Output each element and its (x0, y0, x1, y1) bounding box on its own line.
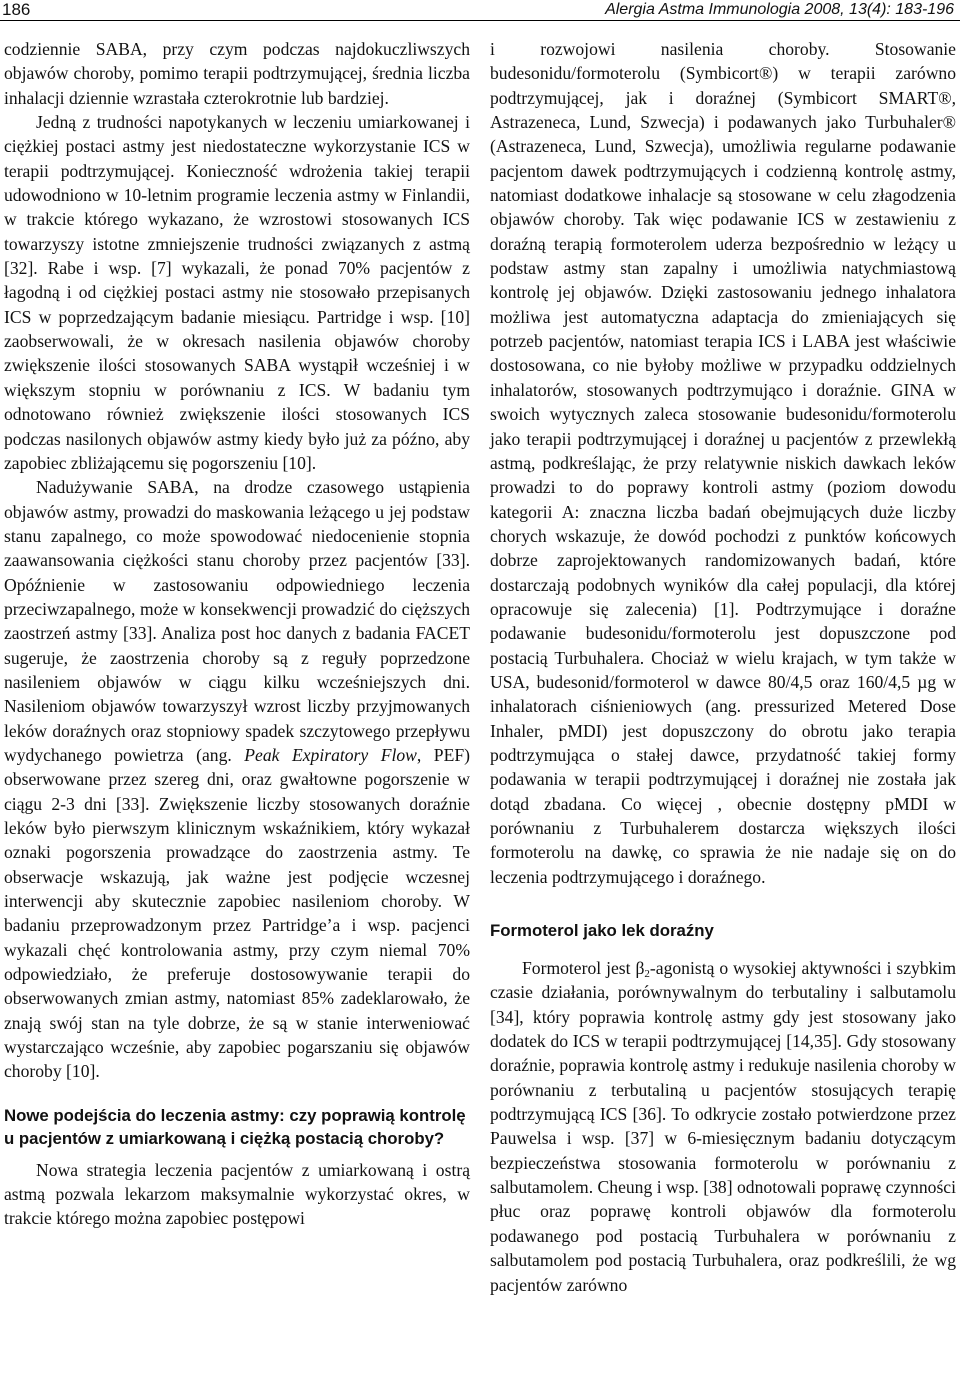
header-rule (0, 20, 960, 21)
paragraph: i rozwojowi nasilenia choroby. Stosowanie budesonidu/formoterolu (Symbicort®) w terapii zarówno podtrzymującej, jak i doraźnej (Symbicort SMART®, Astrazeneca, Lund, Szwecja) i podawanych jako Turbuhaler® (Astrazeneca, Lund, Szwecja), umożliwia regularne podawanie pacjentom dawek podtrzymujących i codzienną kontrolę astmy, natomiast dodatkowe inhalacje są stosowane w celu złagodzenia objawów choroby. Tak więc podawanie ICS w zestawieniu z doraźną terapią formoterolem uderza bezpośrednio w leżący u podstaw astmy stan zapalny i umożliwia natychmiastową kontrolę jej objawów. Dzięki zastosowaniu jednego inhalatora możliwa jest automatyczna adaptacja do zmieniających się potrzeb pacjentów, natomiast terapia ICS i LABA jest właściwie dostosowana, co nie byłoby możliwe w przypadku oddzielnych inhalatorów, stosowanych podtrzymująco i doraźnie. GINA w swoich wytycznych zaleca stosowanie budesonidu/formoterolu jako terapii podtrzymującej i doraźnej u pacjentów z przewlekłą astmą, podkreślając, że przy relatywnie niskich dawkach leków prowadzi to do poprawy kontroli astmy (poziom dowodu kategorii A: znaczna liczba badań obejmujących duże liczby chorych wskazuje, że dowód pochodzi z punktów końcowych dobrze zaprojektowanych randomizowanych badań, które dostarczają podobnych wyników dla całej populacji, dla której opracowuje się zalecenia) [1]. Podtrzymujące i doraźne podawanie budesonidu/formoterolu jest dopuszczone pod postacią Turbuhalera. Chociaż w wielu krajach, w tym także w USA, budesonid/formoterol w dawce 80/4,5 oraz 160/4,5 µg w inhalatorach ciśnieniowych (ang. pressurized Metered Dose Inhaler, pMDI) jest dopuszczony do obrotu jako terapia podtrzymująca o stałej dawce, przydatność takiej formy podawania w terapii podtrzymującej i doraźnej nie została jak dotąd zbadana. Co więcej , obecnie dostępny pMDI w porównaniu z Turbuhalerem dostarcza większych ilości formoterolu na dawkę, co sprawia że nie nadaje się on do leczenia podtrzymującego i doraźnego. (490, 39, 956, 887)
paragraph (4, 475, 470, 1084)
italic-term: Peak Expiratory Flow (244, 744, 417, 765)
paragraph: codziennie SABA, przy czym podczas najdokuczliwszych objawów choroby, pomimo terapii podtrzymującej, średnia liczba inhalacji dziennie wzrastała czterokrotnie lub bardziej. (4, 39, 470, 108)
page-number: 186 (2, 0, 31, 19)
section-heading: Formoterol jako lek doraźny (490, 921, 714, 941)
right-column (490, 37, 956, 1297)
paragraph-text: , PEF) obserwowane przez szereg dni, oraz gwałtowne pogorszenie w ciągu 2-3 dni [33]. Zwiększenie liczby stosowanych doraźnie leków było pierwszym klinicznym wskaźnikiem, który wykazał oznaki pogorszenia prowadzące do zaostrzenia astmy. Te obserwacje wskazują, jak ważne jest podjęcie wczesnej interwencji aby skutecznie zapobiec nasileniom choroby. W badaniu przeprowadzonym przez Partridge’a i wsp. pacjenci wykazali chęć kontrolowania astmy, przy czym niemal 70% odpowiedziało, że preferuje dostosowywanie terapii do obserwowanych zmian astmy, natomiast 85% zadeklarowało, że znają swój stan na tyle dobrze, że są w stanie interweniować wystarczająco wcześnie, aby zapobiec pogarszaniu się objawów choroby [10]. (4, 744, 470, 1082)
paragraph-text: -agonistą o wysokiej aktywności i szybkim czasie działania, porównywalnym do terbutaliny i salbutamolu [34], który poprawia kontrolę astmy gdy jest stosowany jako dodatek do ICS w terapii podtrzymującej [14,35]. Gdy stosowany doraźnie, poprawia kontrolę astmy i redukuje nasilenia choroby w porównaniu z terbutaliną u pacjentów stosujących terapię podtrzymującą ICS [36]. To odkrycie zostało potwierdzone przez Pauwelsa i wsp. [37] w 6-miesięcznym badaniu dotyczącym bezpieczeństwa stosowania formoterolu w porównaniu z salbutamolem. Cheung i wsp. [38] odnotowali poprawę czynności płuc oraz poprawę kontroli objawów dla formoterolu podawanego pod postacią Turbuhalera w porównaniu z salbutamolem pod postacią Turbuhalera, oraz podkreślili, że wg pacjentów zarówno (490, 958, 957, 1295)
left-column (4, 37, 470, 1231)
journal-reference: Alergia Astma Immunologia 2008, 13(4): 183-196 (605, 1, 954, 18)
paragraph (490, 956, 956, 1297)
paragraph-text: Formoterol jest β (522, 958, 645, 979)
paragraph-text: Nadużywanie SABA, na drodze czasowego ustąpienia objawów astmy, prowadzi do maskowania leżącego u jej podstaw stanu zapalnego, co może spowodować niedocenienie stopnia zaawansowania ciężkości stanu choroby przez pacjentów [33]. Opóźnienie w zastosowaniu odpowiedniego leczenia przeciwzapalnego, może w konsekwencji prowadzić do cięższych zaostrzeń astmy [33]. Analiza post hoc danych z badania FACET sugeruje, że zaostrzenia choroby są z reguły poprzedzone nasileniem objawów w ciągu kilku wcześniejszych dni. Nasileniom objawów towarzyszył wzrost liczby przyjmowanych leków doraźnych oraz stopniowy spadek szczytowego przepływu wydychanego powietrza (ang. (4, 477, 470, 765)
paragraph: Jedną z trudności napotykanych w leczeniu umiarkowanej i ciężkiej postaci astmy jest niedostateczne wykorzystanie ICS w terapii podtrzymującej. Konieczność wdrożenia takiej terapii udowodniono w 10-letnim programie leczenia astmy w Finlandii, w trakcie którego wykazano, że wzrostowi stosowanych ICS towarzyszy istotne zmniejszenie trudności związanych z astmą [32]. Rabe i wsp. [7] wykazali, że ponad 70% pacjentów z łagodną i od ciężkiej postaci astmy nie stosowało przepisanych ICS w poprzedzającym badanie miesiącu. Partridge i wsp. [10] zaobserwowali, że w okresach nasilenia objawów choroby zwiększenie ilości stosowanych SABA wystąpił wcześniej i w większym stopniu w porównaniu z ICS. W badaniu tym odnotowano również zwiększenie ilości stosowanych ICS podczas nasilonych objawów astmy kiedy było już za późno, aby zapobiec zbliżającemu się pogorszeniu [10]. (4, 112, 470, 473)
subscript: 2 (644, 968, 650, 981)
section-heading: Nowe podejścia do leczenia astmy: czy poprawią kontrolę u pacjentów z umiarkowaną i ciężką postacią choroby? (4, 1105, 466, 1148)
paragraph: Nowa strategia leczenia pacjentów z umiarkowaną i ostrą astmą pozwala lekarzom maksymalnie wykorzystać okres, w trakcie którego można zapobiec postępowi (4, 1159, 470, 1229)
